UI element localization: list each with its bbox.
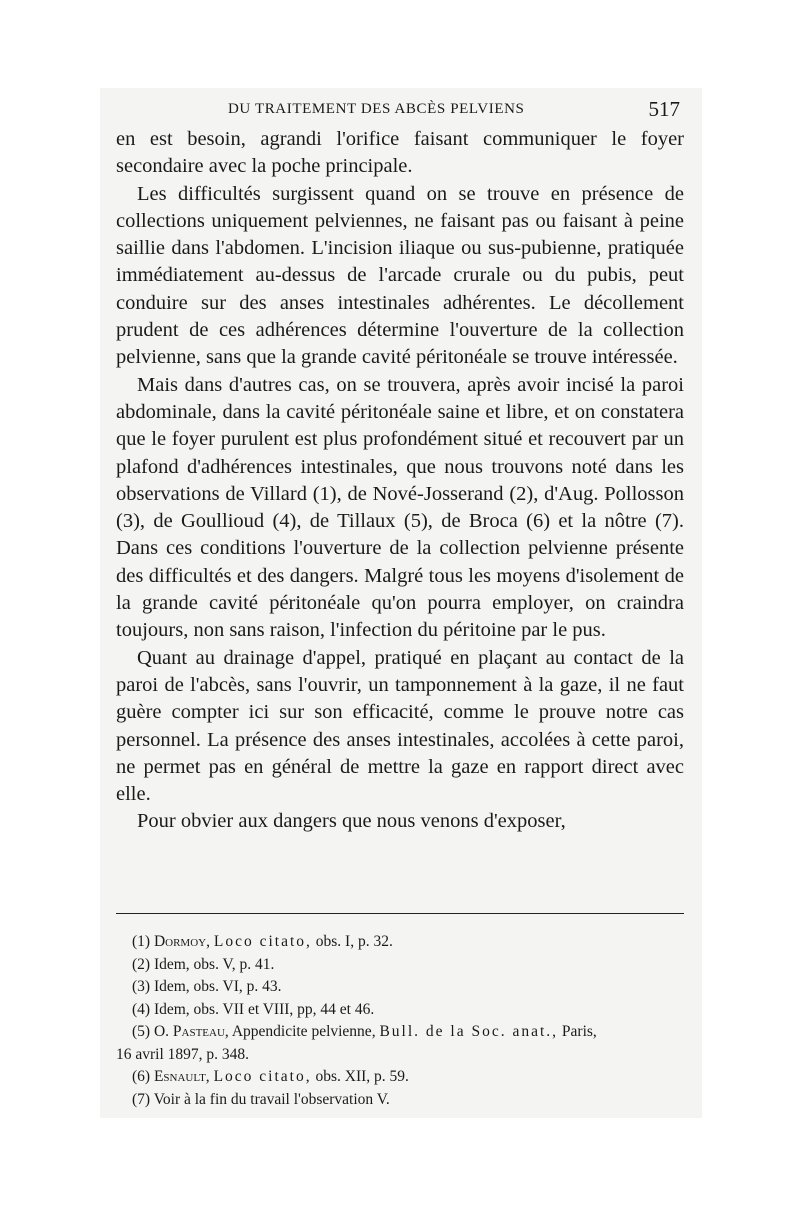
footnote-mark: (5) — [132, 1023, 151, 1040]
footnote-1 — [116, 931, 684, 954]
footnote-mark: (6) — [132, 1068, 151, 1085]
footnote-text: Idem, obs. V, p. 41. — [153, 955, 275, 973]
footnote-continuation: 16 avril 1897, p. 348. — [116, 1045, 250, 1063]
paragraph-drainage: Quant au drainage d'appel, pratiqué en plaçant au contact de la paroi de l'abcès, sans l'ouvrir, un tamponnement à la gaze, il ne faut guère compter ici sur son efficacité, comme le prouve notre cas personnel. La présence des anses intestinales, accolées à cette paroi, ne permet pas en général de mettre la gaze en rapport direct avec elle. — [116, 646, 684, 806]
footnote-4 — [116, 999, 684, 1022]
footnote-mark: (4) — [132, 1000, 151, 1018]
page-number: 517 — [648, 97, 680, 121]
footnote-place: Paris, — [561, 1023, 597, 1040]
footnote-5 — [116, 1021, 684, 1066]
paragraph-obvier: Pour obvier aux dangers que nous venons d'exposer, — [137, 810, 566, 833]
footnote-text: Idem, obs. VI, p. 43. — [153, 978, 282, 995]
footnote-author: Esnault, — [153, 1068, 210, 1085]
footnote-7 — [116, 1089, 684, 1112]
running-head — [116, 97, 684, 125]
footnote-rule — [116, 913, 684, 914]
footnote-author: O. Pasteau, — [153, 1023, 229, 1040]
footnote-3 — [116, 976, 684, 999]
footnote-loco-citato: Loco citato, — [213, 933, 312, 950]
body-text — [116, 126, 684, 836]
footnote-mark: (1) — [132, 933, 151, 950]
footnotes — [116, 931, 684, 1111]
footnote-text: Idem, obs. VII et VIII, pp, 44 et 46. — [153, 1000, 375, 1018]
paragraph-difficultes: Les difficultés surgissent quand on se trouve en présence de collections uniquement pelviennes, ne faisant pas ou faisant à peine saillie dans l'abdomen. L'incision iliaque ou sus-pubienne, pratiquée immédiatement au-dessus de l'arcade crurale ou du pubis, peut conduire sur des anses intestinales adhérentes. Le décollement prudent de ces adhérences détermine l'ouverture de la collection pelvienne, sans que la grande cavité péritonéale se trouve intéressée. — [116, 182, 684, 369]
footnote-text: obs. XII, p. 59. — [315, 1068, 409, 1085]
running-head-title: DU TRAITEMENT DES ABCÈS PELVIENS — [228, 101, 525, 117]
footnote-mark: (3) — [132, 978, 151, 995]
footnote-loco-citato: Loco citato, — [213, 1068, 312, 1085]
footnote-text: Voir à la fin du travail l'observation V. — [153, 1090, 390, 1108]
footnote-author: Dormoy, — [153, 933, 210, 950]
footnote-text: Appendicite pelvienne, — [231, 1023, 376, 1040]
paragraph-autres-cas: Mais dans d'autres cas, on se trouvera, après avoir incisé la paroi abdominale, dans la cavité péritonéale saine et libre, et on constatera que le foyer purulent est plus profondément situé et recouvert par un plafond d'adhérences intestinales, que nous trouvons noté dans les observations de Villard (1), de Nové-Josserand (2), d'Aug. Pollosson (3), de Goullioud (4), de Tillaux (5), de Broca (6) et la nôtre (7). Dans ces conditions l'ouverture de la collection pelvienne présente des difficultés et des dangers. Malgré tous les moyens d'isolement de la grande cavité péritonéale qu'on pourra employer, on craindra toujours, non sans raison, l'infection du péritoine par le pus. — [116, 373, 684, 642]
footnote-journal: Bull. de la Soc. anat., — [379, 1023, 559, 1040]
paragraph-continuation: en est besoin, agrandi l'orifice faisant communiquer le foyer secondaire avec la poche principale. — [116, 128, 684, 178]
footnote-6 — [116, 1066, 684, 1089]
footnote-2 — [116, 954, 684, 977]
footnote-text: obs. I, p. 32. — [315, 933, 393, 950]
footnote-mark: (2) — [132, 955, 151, 973]
footnote-mark: (7) — [132, 1090, 151, 1108]
